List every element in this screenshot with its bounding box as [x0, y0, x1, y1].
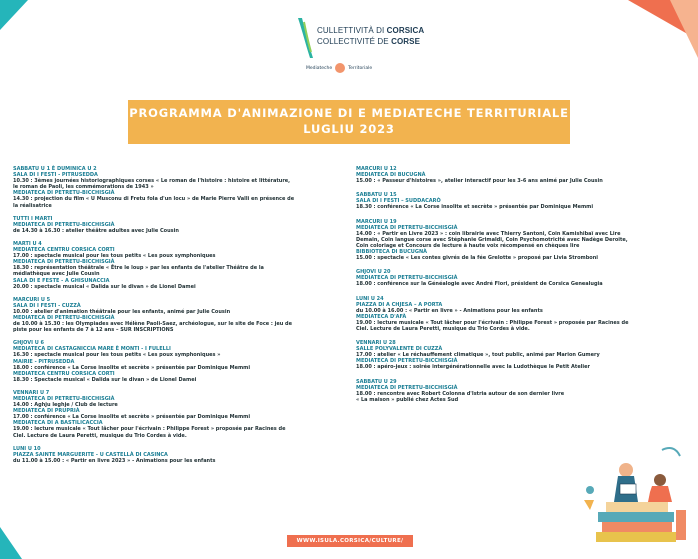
schedule-venue: MEDIATECA DI PETRETU-BICCHISGIÀ	[13, 221, 115, 228]
schedule-day-block	[13, 446, 353, 464]
schedule-day-heading: MARTI U 4	[13, 240, 42, 247]
schedule-day-heading: GHJOVI U 20	[356, 269, 391, 276]
schedule-venue: SALA DI I FESTI - PITRUSEDDA	[13, 172, 98, 179]
schedule-venue: SALA DI E FESTE - A GHISUNACCIA	[13, 277, 110, 284]
schedule-day-block	[13, 166, 353, 209]
schedule-event: 17.00 : spectacle musical pour les tous petits « Les poux symphoniques	[13, 253, 216, 260]
schedule-venue: SALA DI I FESTI - CUZZÀ	[13, 302, 81, 309]
schedule-event: « La maison » publié chez Actes Sud	[356, 396, 459, 403]
logo-line-french: COLLECTIVITÉ DE CORSE	[317, 37, 421, 46]
schedule-column-left	[13, 166, 353, 471]
mediateche-dot-icon	[335, 63, 345, 73]
schedule-event: 18.30 : conférence « La Corse insolite et secrète » présentée par Dominique Memmi	[356, 204, 594, 211]
schedule-event: Coin coloriage et Concours de lecture à haute voix récompensé en chèques lire	[356, 242, 580, 249]
schedule-venue: MEDIATECA DI PETRETU-BICCHISGIÀ	[356, 224, 458, 231]
schedule-event: de 14.30 à 16.30 : atelier théâtre adultes avec Julie Cousin	[13, 227, 179, 234]
schedule-event: Demain, Coin langue corse avec Stéphanie Grimaldi, Coin Psychomotricité avec Nadège Deroite,	[356, 236, 628, 243]
schedule-event: 18.00 : rencontre avec Robert Colonna d'Istria autour de son dernier livre	[356, 390, 565, 397]
schedule-event: 18.00 : conférence « La Corse insolite et secrète » présentée par Dominique Memmi	[13, 364, 251, 371]
schedule-venue: PIAZZA DI A CHJESA – A PORTA	[356, 301, 443, 308]
schedule-event: 16.30 : spectacle musical pour les tous petits « Les poux symphoniques »	[13, 352, 221, 359]
schedule-day-block	[13, 390, 353, 439]
schedule-event: 15.00 : spectacle « Les contes givrés de la fée Grelotte » proposé par Livia Stromboni	[356, 255, 598, 262]
schedule-venue: MAIRIE - PITRUSEDDA	[13, 358, 75, 365]
schedule-event: 20.00 : spectacle musical « Dalida sur le divan » de Lionel Damei	[13, 283, 196, 290]
schedule-event: la réalisatrice	[13, 202, 52, 209]
schedule-event: 19.00 : lecture musicale « Tout lâcher pour l'écrivain : Philippe Forest » proposée par Racines de	[356, 319, 629, 326]
website-link[interactable]: WWW.ISULA.CORSICA/CULTURE/	[287, 535, 413, 547]
collectivite-v-logo-icon	[296, 16, 318, 60]
schedule-venue: MEDIATECA DI PETRETU-BICCHISGIÀ	[356, 275, 458, 282]
schedule-event: 14.00 : « Partir en Livre 2023 » : coin librairie avec Thierry Santoni, Coin Kamishibaï avec Lire	[356, 230, 621, 237]
schedule-day-block	[13, 241, 353, 290]
schedule-event: 19.00 : lecture musicale « Tout lâcher pour l'écrivain : Philippe Forest » proposée par Racines de	[13, 426, 286, 433]
schedule-event: médiathèque avec Julie Cousin	[13, 271, 100, 278]
schedule-venue: MEDIATECA DI PETRETU-BICCHISGIÀ	[356, 384, 458, 391]
schedule-day-heading: SABBATU U 1 È DUMINICA U 2	[13, 166, 97, 172]
schedule-day-heading: LUNI U 24	[356, 295, 384, 302]
schedule-day-heading: MARCURI U 5	[13, 296, 51, 303]
mediateche-logo: Mediateche Territoriale	[306, 63, 372, 73]
corner-decoration-top-right-light	[670, 0, 698, 58]
program-title-banner	[128, 100, 570, 144]
schedule-event: 10.30 : 3èmes journées historiographiques corses « Le roman de l'histoire : histoire et littérature,	[13, 178, 291, 185]
schedule-event: 18.30 : représentation théâtrale « Être le loup » par les enfants de l'atelier Théâtre de la	[13, 265, 264, 272]
schedule-event: 14.30 : projection du film « U Musconu di Fretu fola d'un locu » de Marie Pierre Valli en présence de	[13, 196, 295, 203]
people-reading-books-icon	[576, 440, 694, 552]
schedule-venue: MEDIATECA DI PETRETU-BICCHISGIÀ	[13, 259, 115, 266]
schedule-event: Ciel. Lecture de Laura Peretti, musique du Trio Cordes à vide.	[13, 432, 187, 439]
schedule-day-block	[356, 340, 676, 370]
schedule-event: de 10.00 à 15.30 : les Olympiades avec Hélène Paoli-Saez, archéologue, sur le site de Foce : jeu de	[13, 321, 293, 328]
schedule-day-block	[13, 216, 353, 234]
schedule-venue: MEDIATECA DI PETRETU-BICCHISGIÀ	[13, 314, 115, 321]
program-title: PROGRAMMA D'ANIMAZIONE DI E MEDIATECHE TERRITURIALE	[129, 106, 569, 120]
schedule-venue: MEDIATECA CENTRU CORSICA CORTI	[13, 370, 115, 377]
schedule-day-heading: LUNI U 10	[13, 445, 41, 452]
schedule-venue: PIAZZA SAINTE MARGUERITE - U CASTELLÀ DI CASINCA	[13, 451, 168, 458]
schedule-day-block	[13, 340, 353, 383]
schedule-venue: MEDIATECA DI PETRETU-BICCHISGIÀ	[356, 358, 458, 365]
schedule-day-block	[356, 192, 676, 210]
schedule-event: Ciel. Lecture de Laura Peretti, musique du Trio Cordes à vide.	[356, 325, 530, 332]
schedule-event: piste pour les enfants de 7 à 12 ans – SUR INSCRIPTIONS	[13, 327, 174, 334]
schedule-venue: MEDIATECA DI BUCUGNÀ	[356, 172, 426, 179]
schedule-day-heading: SABBATU U 15	[356, 192, 397, 199]
schedule-venue: MEDIATECA DI PETRETU-BICCHISGIÀ	[13, 190, 115, 197]
schedule-event: 14.00 : Aghju leghje / Club de lecture	[13, 402, 118, 409]
schedule-day-block	[13, 297, 353, 334]
schedule-day-heading: MARCURI U 19	[356, 218, 397, 225]
schedule-event: 18.00 : apéro-jeux : soirée intergénérationnelle avec la Ludothèque le Petit Atelier	[356, 364, 590, 371]
schedule-event: du 10.00 à 16.00 : « Partir en livre » - Animations pour les enfants	[356, 307, 543, 314]
schedule-day-heading: SABBATU U 29	[356, 378, 397, 385]
schedule-venue: MEDIATECA CENTRU CORSICA CORTI	[13, 247, 115, 254]
schedule-day-block	[356, 219, 676, 262]
schedule-event: 18.30 : Spectacle musical « Dalida sur le divan » de Lionel Damei	[13, 376, 197, 383]
logo-line-corsican: CULLETTIVITÀ DI CORSICA	[317, 26, 425, 35]
schedule-event: 17.00 : atelier « Le réchauffement climatique », tout public, animé par Marion Gumery	[356, 352, 600, 359]
schedule-event: 10.00 : atelier d'animation théâtrale pour les enfants, animé par Julie Cousin	[13, 308, 231, 315]
schedule-venue: MEDIATECA D'AFÀ	[356, 313, 407, 320]
schedule-day-block	[356, 379, 676, 403]
schedule-event: le roman de Paoli, les commémorations de 1943 »	[13, 184, 154, 191]
schedule-day-block	[356, 296, 676, 333]
corner-decoration-bottom-left	[0, 527, 22, 559]
schedule-venue: MEDIATECA DI PRUPRIÀ	[13, 408, 80, 415]
schedule-event: 15.00 : « Passeur d'histoires », atelier interactif pour les 3-6 ans animé par Julie Cousin	[356, 178, 603, 185]
schedule-venue: SALLE POLYVALENTE DI CUZZÀ	[356, 346, 443, 353]
schedule-venue: SALA DI I FESTI – SUDDACARÒ	[356, 198, 441, 205]
schedule-event: du 11.00 à 15.00 : « Partir en livre 2023 » - Animations pour les enfants	[13, 457, 216, 464]
schedule-day-heading: TUTTI I MARTI	[13, 215, 53, 222]
schedule-day-heading: VENNARI U 28	[356, 340, 396, 347]
schedule-event: 18.00 : conférence sur la Généalogie avec André Flori, président de Corsica Genealugia	[356, 281, 603, 288]
schedule-venue: MEDIATECA DI CASTAGNICCIA MARE È MONTI - I FULELLI	[13, 346, 171, 353]
schedule-day-block	[356, 269, 676, 287]
program-month: LUGLIU 2023	[303, 122, 395, 136]
schedule-day-block	[356, 166, 676, 184]
schedule-venue: BIBBIOTECA DI BUCUGNÀ	[356, 249, 428, 256]
schedule-day-heading: MARCURI U 12	[356, 166, 397, 172]
schedule-venue: MEDIATECA DI PETRETU-BICCHISGIÀ	[13, 396, 115, 402]
schedule-day-heading: VENNARI U 7	[13, 389, 50, 396]
corner-decoration-top-left	[0, 0, 28, 30]
schedule-column-right	[356, 166, 676, 411]
schedule-day-heading: GHJOVI U 6	[13, 340, 45, 347]
collectivite-logo	[296, 16, 425, 80]
schedule-event: 17.00 : conférence « La Corse insolite et secrète » présentée par Dominique Memmi	[13, 414, 251, 421]
schedule-venue: MEDIATECA DI A BASTILICACCIA	[13, 420, 103, 427]
